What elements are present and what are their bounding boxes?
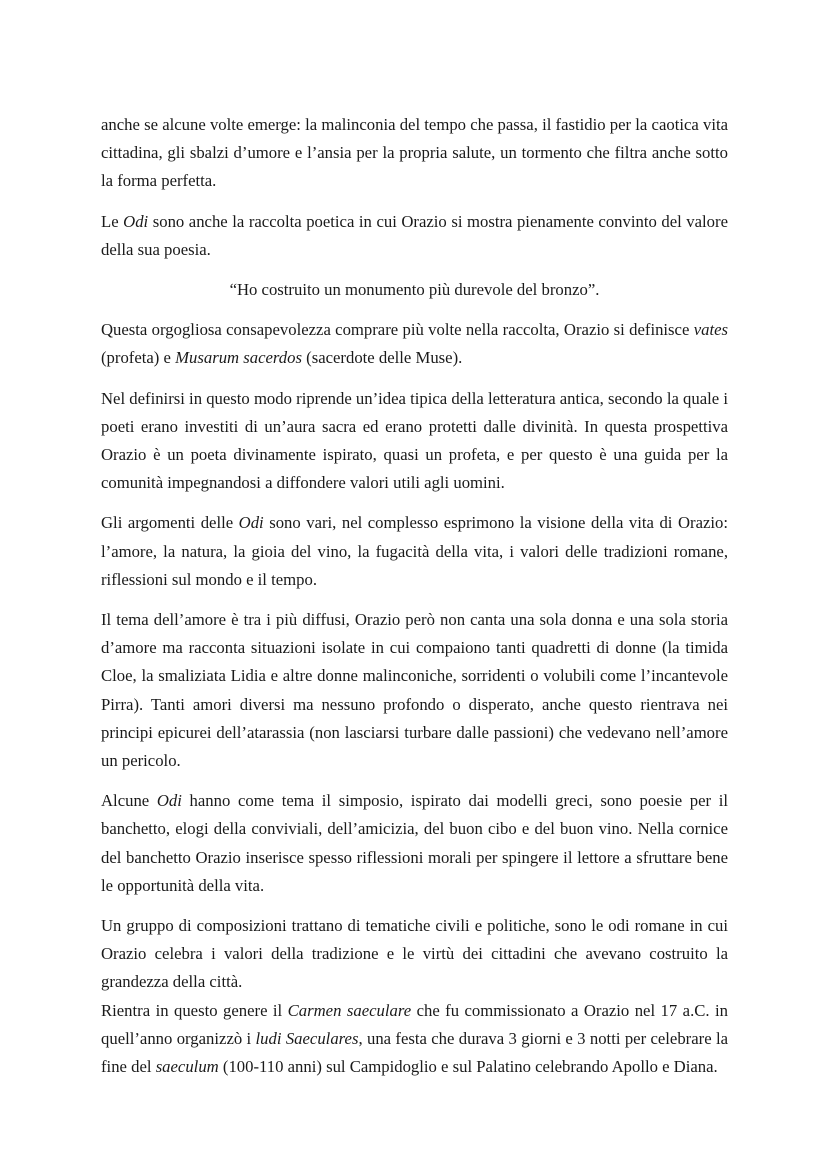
paragraph-poeti-sacri xyxy=(101,385,728,498)
text-run: sono vari, nel complesso esprimono la visione della vita di Orazio: l’amore, la natura, la gioia del vino, la fugacità della vita, i valori delle tradizioni romane, riflessioni sul mondo e il tempo. xyxy=(101,513,728,589)
text-run: (sacerdote delle Muse). xyxy=(301,348,463,368)
text-run: , una festa che durava 3 giorni e 3 notti per celebrare la fine del xyxy=(101,1028,728,1077)
document-page xyxy=(101,111,728,1093)
text-run: (100-110 anni) sul Campidoglio e sul Palatino celebrando Apollo e Diana. xyxy=(218,1057,718,1077)
italic-term: Carmen saeculare xyxy=(287,1000,412,1020)
text-run: “Ho costruito un monumento più durevole del bronzo”. xyxy=(229,280,600,300)
paragraph-simposio xyxy=(101,787,728,900)
italic-term: Odi xyxy=(123,211,149,231)
italic-term: ludi Saeculares xyxy=(255,1028,359,1048)
paragraph-malinconia xyxy=(101,111,728,196)
text-run: Rientra in questo genere il xyxy=(101,1000,288,1020)
text-run: Gli argomenti delle xyxy=(101,513,239,533)
paragraph-carmen-saeculare xyxy=(101,997,728,1082)
text-run: Le xyxy=(101,211,124,231)
text-run: (profeta) e xyxy=(101,348,176,368)
text-run: Questa orgogliosa consapevolezza comprare più volte nella raccolta, Orazio si definisce xyxy=(101,320,694,340)
text-run: Nel definirsi in questo modo riprende un’idea tipica della letteratura antica, secondo la quale i poeti erano investiti di un’aura sacra ed erano protetti dalle divinità. In questa prospettiva Orazio è un poeta divinamente ispirato, quasi un profeta, e per questo è una guida per la comunità impegnandosi a diffondere valori utili agli uomini. xyxy=(101,388,728,493)
text-run: hanno come tema il simposio, ispirato dai modelli greci, sono poesie per il banchetto, elogi della conviviali, dell’amicizia, del buon cibo e del buon vino. Nella cornice del banchetto Orazio inserisce spesso riflessioni morali per spingere il lettore a sfruttare bene le opportunità della vita. xyxy=(101,791,728,895)
paragraph-argomenti xyxy=(101,509,728,594)
text-run: Alcune xyxy=(101,791,157,811)
italic-term: Musarum sacerdos xyxy=(175,348,302,368)
quote-monumento xyxy=(101,276,728,304)
italic-term: Odi xyxy=(238,513,264,533)
paragraph-consapevolezza xyxy=(101,316,728,372)
italic-term: Odi xyxy=(156,791,182,811)
text-run: Un gruppo di composizioni trattano di tematiche civili e politiche, sono le odi romane in cui Orazio celebra i valori della tradizione e le virtù dei cittadini che avevano costruito la grandezza della città. xyxy=(101,916,728,992)
text-run: che fu commissionato a Orazio nel 17 a.C. in quell’anno organizzò i xyxy=(101,1000,728,1048)
text-run: anche se alcune volte emerge: la malinconia del tempo che passa, il fastidio per la caotica vita cittadina, gli sbalzi d’umore e l’ansia per la propria salute, un tormento che filtra anche sotto la forma perfetta. xyxy=(101,115,728,191)
paragraph-odi-valore xyxy=(101,208,728,264)
paragraph-amore xyxy=(101,606,728,775)
text-run: Il tema dell’amore è tra i più diffusi, Orazio però non canta una sola donna e una sola storia d’amore ma racconta situazioni isolate in cui compaiono tanti quadretti di donne (la timida Cloe, la smaliziata Lidia e altre donne malinconiche, sorridenti o volubili come l’incantevole Pirra). Tanti amori diversi ma nessuno profondo o disperato, anche questo rientrava nei principi epicurei dell’atarassia (non lasciarsi turbare dalle passioni) che vedevano nell’amore un pericolo. xyxy=(101,610,728,771)
text-run: sono anche la raccolta poetica in cui Orazio si mostra pienamente convinto del valore della sua poesia. xyxy=(101,211,728,259)
paragraph-odi-romane xyxy=(101,912,728,997)
italic-term: vates xyxy=(693,320,728,340)
italic-term: saeculum xyxy=(155,1057,219,1077)
